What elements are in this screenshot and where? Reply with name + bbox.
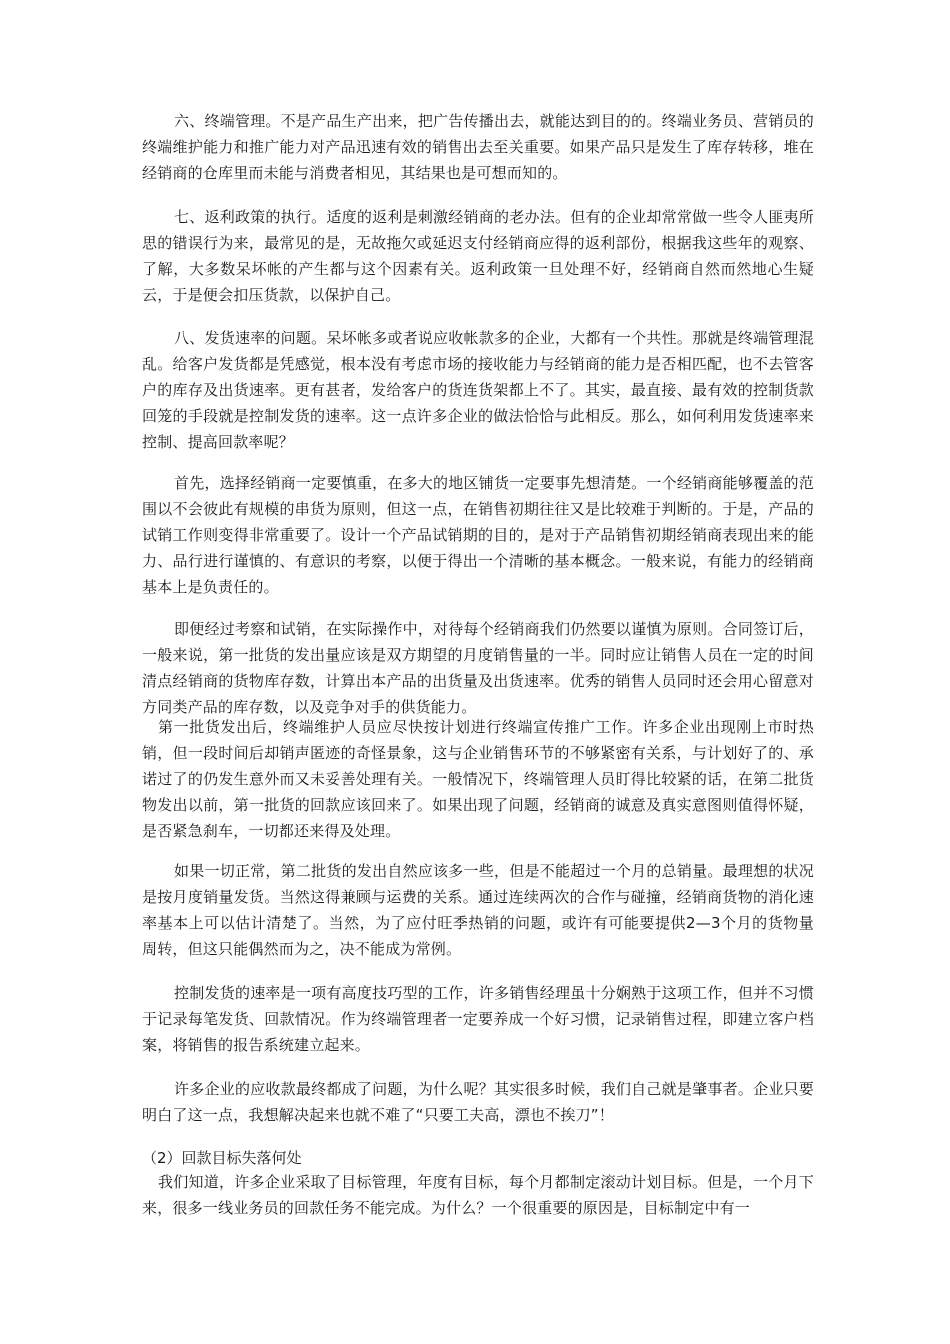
paragraph-second-batch: 如果一切正常，第二批货的发出自然应该多一些，但是不能超过一个月的总销量。最理想的状况是按月度销量发货。当然这得兼顾与运费的关系。通过连续两次的合作与碰撞，经销商货物的消化速率基本上可以估计清楚了。当然，为了应付旺季热销的问题，或许有可能要提供2—3个月的货物量周转，但这只能偶然而为之，决不能成为常例。 [142,862,814,958]
section-heading: （2）回款目标失落何处 [142,1149,302,1167]
paragraph-select-distributor: 首先，选择经销商一定要慎重，在多大的地区铺货一定要事先想清楚。一个经销商能够覆盖的范围以不会彼此有规模的串货为原则，但这一点，在销售初期往往又是比较难于判断的。于是，产品的试销工作则变得非常重要了。设计一个产品试销期的目的，是对于产品销售初期经销商表现出来的能力、品行进行谨慎的、有意识的考察，以便于得出一个清晰的基本概念。一般来说，有能力的经销商基本上是负责任的。 [142,474,814,596]
paragraph-rebate-policy: 七、返利政策的执行。适度的返利是刺激经销商的老办法。但有的企业却常常做一些令人匪夷所思的错误行为来，最常见的是，无故拖欠或延迟支付经销商应得的返利部份，根据我这些年的观察、了解，大多数呆坏帐的产生都与这个因素有关。返利政策一旦处理不好，经销商自然而然地心生疑云，于是便会扣压货款，以保护自己。 [142,208,814,304]
paragraph-after-first-batch: 第一批货发出后，终端维护人员应尽快按计划进行终端宣传推广工作。许多企业出现刚上市时热销，但一段时间后却销声匿迹的奇怪景象，这与企业销售环节的不够紧密有关系，与计划好了的、承诺过了的仍发生意外而又未妥善处理有关。一般情况下，终端管理人员盯得比较紧的话，在第二批货物发出以前，第一批货的回款应该回来了。如果出现了问题，经销商的诚意及真实意图则值得怀疑，是否紧急刹车，一切都还来得及处理。 [142,718,814,840]
paragraph-first-batch: 即便经过考察和试销，在实际操作中，对待每个经销商我们仍然要以谨慎为原则。合同签订后，一般来说，第一批货的发出量应该是双方期望的月度销售量的一半。同时应让销售人员在一定的时间清点经销商的货物库存数，计算出本产品的出货量及出货速率。优秀的销售人员同时还会用心留意对方同类产品的库存数，以及竞争对手的供货能力。 [142,620,814,716]
paragraph-delivery-rate: 八、发货速率的问题。呆坏帐多或者说应收帐款多的企业，大都有一个共性。那就是终端管理混乱。给客户发货都是凭感觉，根本没有考虑市场的接收能力与经销商的能力是否相匹配，也不去管客户的库存及出货速率。更有甚者，发给客户的货连货架都上不了。其实，最直接、最有效的控制货款回笼的手段就是控制发货的速率。这一点许多企业的做法恰恰与此相反。那么，如何利用发货速率来控制、提高回款率呢？ [142,329,814,451]
paragraph-target-management: 我们知道，许多企业采取了目标管理，年度有目标，每个月都制定滚动计划目标。但是，一个月下来，很多一线业务员的回款任务不能完成。为什么？一个很重要的原因是，目标制定中有一 [142,1173,814,1217]
paragraph-receivables: 许多企业的应收款最终都成了问题，为什么呢？其实很多时候，我们自己就是肇事者。企业只要明白了这一点，我想解决起来也就不难了“只要工夫高，漂也不挨刀”！ [142,1080,814,1124]
paragraph-terminal-management: 六、终端管理。不是产品生产出来，把广告传播出去，就能达到目的的。终端业务员、营销员的终端维护能力和推广能力对产品迅速有效的销售出去至关重要。如果产品只是发生了库存转移，堆在经销商的仓库里而未能与消费者相见，其结果也是可想而知的。 [142,112,814,182]
paragraph-control-delivery: 控制发货的速率是一项有高度技巧型的工作，许多销售经理虽十分娴熟于这项工作，但并不习惯于记录每笔发货、回款情况。作为终端管理者一定要养成一个好习惯，记录销售过程，即建立客户档案，将销售的报告系统建立起来。 [142,984,814,1054]
